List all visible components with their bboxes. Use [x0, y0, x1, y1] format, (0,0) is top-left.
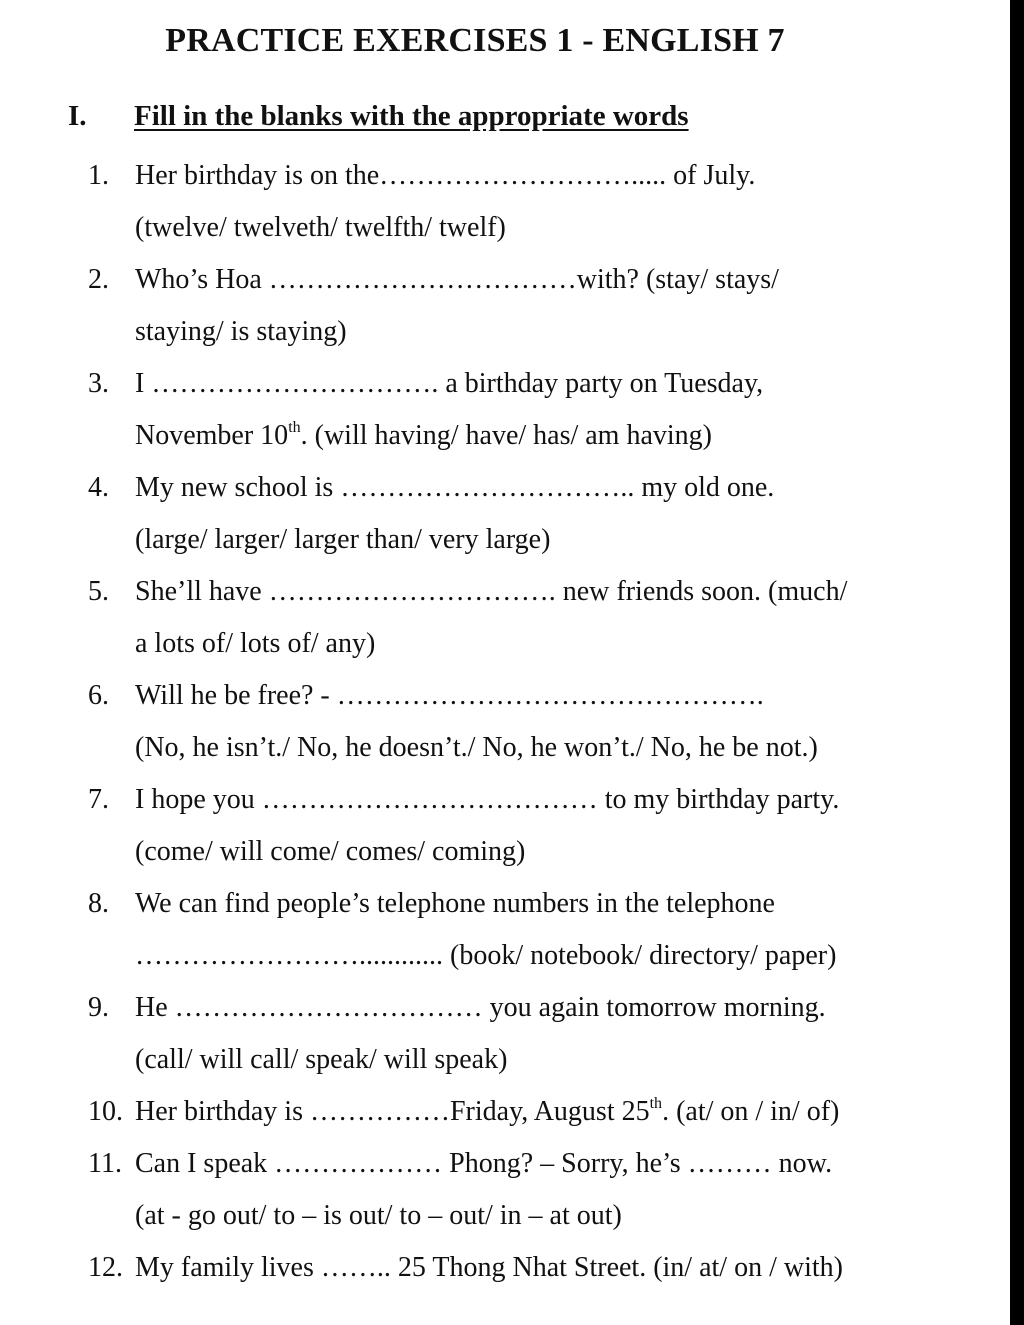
- item-number: 1.: [88, 160, 109, 191]
- item-sentence: Who’s Hoa ……………………………with? (stay/ stays/: [135, 264, 779, 295]
- exercise-item-3: [0, 358, 1010, 462]
- item-options: (at - go out/ to – is out/ to – out/ in – at out): [135, 1200, 622, 1231]
- exercise-item-7: [0, 774, 1010, 878]
- exercise-item-8: [0, 878, 1010, 982]
- section-number: I.: [68, 100, 87, 132]
- item-number: 5.: [88, 576, 109, 607]
- item-sentence: Can I speak ……………… Phong? – Sorry, he’s ……… now.: [135, 1148, 833, 1179]
- item-options: (twelve/ twelveth/ twelfth/ twelf): [135, 212, 506, 243]
- item-sentence: [135, 1086, 920, 1138]
- item-options: staying/ is staying): [135, 316, 347, 347]
- item-number: 6.: [88, 680, 109, 711]
- item-text: Her birthday is ……………Friday, August 25: [135, 1096, 650, 1127]
- exercise-item-4: [0, 462, 1010, 566]
- item-sentence: He …………………………… you again tomorrow morning.: [135, 992, 826, 1023]
- exercise-item-10: [0, 1086, 1010, 1138]
- item-number: 11.: [88, 1148, 122, 1179]
- item-number: 3.: [88, 368, 109, 399]
- item-number: 2.: [88, 264, 109, 295]
- item-text: . (at/ on / in/ of): [662, 1096, 840, 1127]
- item-text: . (will having/ have/ has/ am having): [300, 420, 712, 451]
- item-sentence: I …………………………. a birthday party on Tuesday,: [135, 368, 764, 399]
- item-options: (large/ larger/ larger than/ very large): [135, 524, 551, 555]
- item-options: a lots of/ lots of/ any): [135, 628, 376, 659]
- item-sentence: We can find people’s telephone numbers in the telephone: [135, 888, 775, 919]
- section-title: Fill in the blanks with the appropriate words: [134, 100, 689, 132]
- ordinal-suffix: th: [288, 419, 301, 436]
- exercise-item-11: [0, 1138, 1010, 1242]
- item-options: (come/ will come/ comes/ coming): [135, 836, 526, 867]
- item-options: (No, he isn’t./ No, he doesn’t./ No, he won’t./ No, he be not.): [135, 732, 818, 763]
- exercise-item-12: [0, 1242, 1010, 1294]
- item-sentence: She’ll have …………………………. new friends soon. (much/: [135, 576, 848, 607]
- item-number: 8.: [88, 888, 109, 919]
- item-number: 4.: [88, 472, 109, 503]
- item-sentence: Her birthday is on the………………………..... of July.: [135, 160, 756, 191]
- ordinal-suffix: th: [649, 1095, 663, 1112]
- exercise-item-2: [0, 254, 1010, 358]
- item-sentence: Will he be free? - ……………………………………….: [135, 680, 764, 711]
- item-options: (call/ will call/ speak/ will speak): [135, 1044, 508, 1075]
- exercise-item-6: [0, 670, 1010, 774]
- section-heading: [68, 100, 689, 133]
- item-number: 12.: [88, 1252, 123, 1283]
- item-text: November 10: [135, 420, 289, 451]
- exercise-item-5: [0, 566, 1010, 670]
- item-number: 7.: [88, 784, 109, 815]
- item-sentence: My family lives …….. 25 Thong Nhat Street. (in/ at/ on / with): [135, 1252, 843, 1283]
- exercise-item-9: [0, 982, 1010, 1086]
- item-number: 9.: [88, 992, 109, 1023]
- exercise-item-1: [0, 150, 1010, 254]
- exercise-list: [0, 150, 1010, 1294]
- item-options: ……………………............ (book/ notebook/ directory/ paper): [135, 940, 837, 971]
- page-title: PRACTICE EXERCISES 1 - ENGLISH 7: [165, 22, 785, 59]
- item-options: [135, 410, 920, 462]
- item-number: 10.: [88, 1096, 123, 1127]
- item-sentence: I hope you ……………………………… to my birthday party.: [135, 784, 840, 815]
- item-sentence: My new school is ………………………….. my old one.: [135, 472, 775, 503]
